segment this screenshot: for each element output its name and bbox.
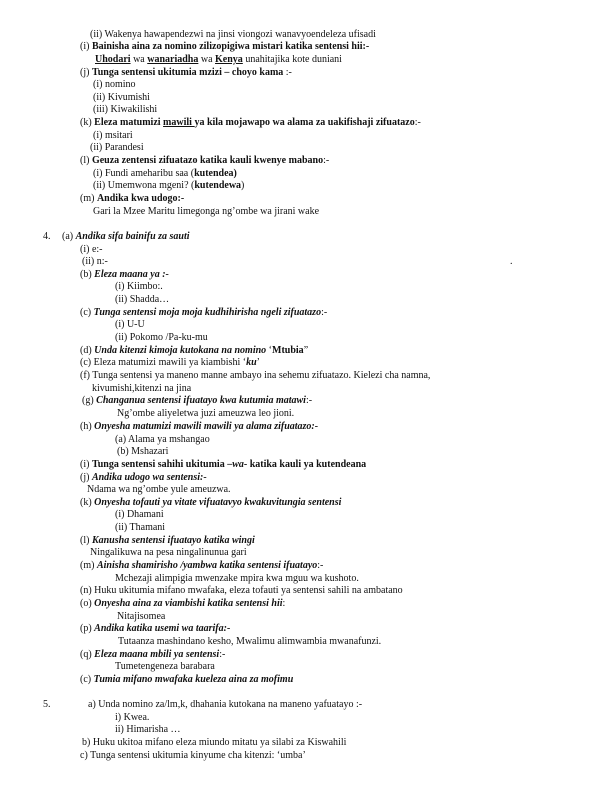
text-segment: Ainisha shamirisho /yambwa katika sentensi ifuatayo bbox=[96, 560, 318, 571]
text-line bbox=[115, 509, 164, 521]
text-segment: (g) bbox=[82, 395, 97, 406]
text-segment: Andika sifa bainifu za sauti bbox=[75, 231, 190, 242]
text-segment: Geuza zentensi zifuatazo katika kauli kwenye mabano bbox=[91, 155, 324, 166]
text-segment: (i) bbox=[80, 459, 92, 470]
text-line bbox=[80, 307, 327, 319]
text-segment: (ii) Shadda… bbox=[115, 294, 170, 305]
text-line bbox=[117, 446, 168, 458]
text-segment: Tutaanza mashindano kesho, Mwalimu alimwambia mwanafunzi. bbox=[118, 636, 382, 647]
text-segment: Nitajisomea bbox=[117, 611, 166, 622]
text-line bbox=[115, 573, 359, 585]
text-line bbox=[82, 256, 108, 268]
text-segment: ‘ bbox=[268, 345, 273, 356]
text-segment: Ndama wa ng’ombe yule ameuzwa. bbox=[87, 484, 231, 495]
text-segment: - katika kauli ya kutendeana bbox=[243, 459, 367, 470]
text-line bbox=[92, 383, 191, 395]
text-line bbox=[80, 117, 421, 129]
text-segment: Unda kitenzi kimoja kutokana na nomino bbox=[94, 345, 269, 356]
text-segment: kutendea) bbox=[194, 168, 237, 179]
text-segment: Eleza maana mbili ya sentensi bbox=[94, 649, 220, 660]
text-segment: b) Huku ukitoa mifano eleza miundo mitatu ya silabi za Kiswahili bbox=[82, 737, 347, 748]
text-line bbox=[115, 724, 181, 736]
text-segment: (a) Alama ya mshangao bbox=[115, 434, 210, 445]
text-segment: Ningalikuwa na pesa ningalinunua gari bbox=[90, 547, 247, 558]
text-segment: Kanusha sentensi ifuatayo katika wingi bbox=[91, 535, 255, 546]
text-segment: (n) Huku ukitumia mifano mwafaka, eleza tofauti ya sentensi sahili na ambatano bbox=[80, 585, 403, 596]
text-segment: Onyesha tofauti ya vitate vifuatavyo kwakuvitungia sentensi bbox=[94, 497, 342, 508]
text-segment: i) Kwea. bbox=[115, 712, 150, 723]
text-segment: kutendewa bbox=[194, 180, 242, 191]
text-line bbox=[80, 421, 318, 433]
text-line bbox=[80, 472, 207, 484]
text-segment: (ii) Wakenya hawapendezwi na jinsi viongozi wanavyoendeleza ufisadi bbox=[90, 29, 376, 40]
text-line bbox=[82, 737, 346, 749]
text-segment: (i) bbox=[80, 41, 92, 52]
text-line bbox=[80, 623, 230, 635]
text-segment: ya kila mojawapo wa alama za uakifishaji zifuatazo bbox=[194, 117, 415, 128]
text-segment: (ii) Pokomo /Pa-ku-mu bbox=[115, 332, 208, 343]
text-segment: (f) Tunga sentensi ya maneno manne ambayo ina sehemu zifuatazo. Kielezi cha namna, bbox=[80, 370, 431, 381]
text-line bbox=[80, 585, 403, 597]
text-segment: (b) Mshazari bbox=[117, 446, 169, 457]
text-line bbox=[117, 408, 294, 420]
text-segment: (q) bbox=[80, 649, 95, 660]
text-segment: unahitajika kote duniani bbox=[242, 54, 342, 65]
text-segment: (i) Kiimbo:. bbox=[115, 281, 163, 292]
text-segment: wa bbox=[232, 459, 244, 470]
text-segment: mawili bbox=[163, 117, 195, 128]
text-line bbox=[80, 649, 225, 661]
text-line bbox=[82, 395, 312, 407]
text-segment: a) Unda nomino za/lm,k, dhahania kutokana na maneno yafuatayo :- bbox=[88, 699, 363, 710]
text-segment: Andika katika usemi wa taarifa:- bbox=[94, 623, 231, 634]
text-line bbox=[115, 332, 208, 344]
text-line bbox=[80, 269, 169, 281]
text-line bbox=[80, 155, 329, 167]
text-segment: :- bbox=[305, 395, 313, 406]
text-line bbox=[115, 294, 169, 306]
text-line bbox=[80, 41, 369, 53]
text-line bbox=[80, 598, 285, 610]
text-line bbox=[93, 104, 157, 116]
text-segment: (p) bbox=[80, 623, 95, 634]
text-line bbox=[90, 547, 247, 559]
text-segment: Tunga sentensi ukitumia mzizi – choyo kama bbox=[91, 67, 286, 78]
text-line bbox=[80, 560, 323, 572]
text-line bbox=[95, 54, 342, 66]
text-segment: :- bbox=[219, 649, 226, 660]
text-segment: Andika udogo wa sentensi:- bbox=[91, 472, 207, 483]
text-line bbox=[115, 319, 145, 331]
text-line bbox=[88, 699, 362, 711]
text-segment: wa bbox=[198, 54, 216, 65]
text-segment: (i) U-U bbox=[115, 319, 145, 330]
text-segment: Tunga sentensi moja moja kudhihirisha ngeli zifuatazo bbox=[93, 307, 322, 318]
text-segment: Eleza matumizi bbox=[94, 117, 164, 128]
text-line bbox=[80, 345, 308, 357]
text-segment: (i) nomino bbox=[93, 79, 136, 90]
text-segment: (b) bbox=[80, 269, 95, 280]
text-segment: Mchezaji alimpigia mwenzake mpira kwa mguu wa kushoto. bbox=[115, 573, 359, 584]
text-segment: (m) bbox=[80, 193, 97, 204]
text-line bbox=[80, 357, 260, 369]
text-segment: :- bbox=[323, 155, 330, 166]
text-segment: wa bbox=[130, 54, 148, 65]
text-segment: (ii) Kivumishi bbox=[93, 92, 150, 103]
text-segment: Ng’ombe aliyeletwa juzi ameuzwa leo jioni. bbox=[117, 408, 295, 419]
text-segment: (ii) n:- bbox=[82, 256, 108, 267]
text-segment: : bbox=[282, 598, 286, 609]
text-line bbox=[115, 522, 165, 534]
text-line bbox=[80, 497, 341, 509]
text-segment: (o) bbox=[80, 598, 95, 609]
text-segment: (h) bbox=[80, 421, 95, 432]
text-segment: ii) Himarisha … bbox=[115, 724, 181, 735]
text-line bbox=[115, 434, 210, 446]
text-line bbox=[115, 281, 163, 293]
text-line bbox=[62, 231, 190, 243]
text-segment: (d) bbox=[80, 345, 95, 356]
text-segment: ’ bbox=[256, 357, 260, 368]
text-segment: (a) bbox=[62, 231, 76, 242]
text-segment: kivumishi,kitenzi na jina bbox=[92, 383, 192, 394]
text-line bbox=[115, 712, 149, 724]
text-line bbox=[115, 661, 215, 673]
text-line bbox=[90, 142, 144, 154]
text-segment: wanariadha bbox=[147, 54, 199, 65]
text-segment: (c) bbox=[80, 307, 94, 318]
text-segment: (ii) Parandesi bbox=[90, 142, 144, 153]
text-line bbox=[93, 79, 136, 91]
text-segment: Changanua sentensi ifuatayo kwa kutumia matawi bbox=[96, 395, 306, 406]
text-segment: (i) Fundi ameharibu saa ( bbox=[93, 168, 195, 179]
text-segment: :- bbox=[414, 117, 421, 128]
text-segment: Tumetengeneza barabara bbox=[115, 661, 215, 672]
text-line bbox=[80, 67, 292, 79]
text-line bbox=[117, 611, 165, 623]
text-segment: Uhodari bbox=[95, 54, 131, 65]
text-line bbox=[93, 168, 237, 180]
text-segment: (m) bbox=[80, 560, 97, 571]
text-line bbox=[93, 130, 133, 142]
text-line bbox=[80, 193, 184, 205]
text-line bbox=[80, 535, 255, 547]
question-number-5: 5. bbox=[43, 699, 51, 710]
text-line bbox=[118, 636, 381, 648]
text-segment: :- bbox=[321, 307, 328, 318]
text-segment: Bainisha aina za nomino zilizopigiwa mistari katika sentensi hii:- bbox=[91, 41, 370, 52]
text-segment: (c) bbox=[80, 674, 94, 685]
text-line bbox=[80, 370, 430, 382]
text-segment: Kenya bbox=[215, 54, 243, 65]
text-segment: (j) bbox=[80, 472, 92, 483]
text-segment: Mtubia bbox=[272, 345, 304, 356]
text-segment: (k) bbox=[80, 497, 95, 508]
text-line bbox=[90, 29, 376, 41]
text-line bbox=[80, 750, 306, 762]
text-segment: Tunga sentensi sahihi ukitumia – bbox=[91, 459, 233, 470]
text-line bbox=[80, 244, 103, 256]
text-line bbox=[80, 459, 366, 471]
text-segment: ) bbox=[241, 180, 245, 191]
text-segment: (ii) Umemwona mgeni? ( bbox=[93, 180, 195, 191]
text-line bbox=[87, 484, 231, 496]
text-segment: (j) bbox=[80, 67, 92, 78]
text-segment: Onyesha aina za viambishi katika sentensi hii bbox=[94, 598, 283, 609]
text-line bbox=[93, 206, 319, 218]
text-segment: :- bbox=[285, 67, 292, 78]
text-segment: :- bbox=[317, 560, 324, 571]
text-segment: (l) bbox=[80, 535, 92, 546]
text-segment: ku bbox=[246, 357, 257, 368]
text-segment: (i) msitari bbox=[93, 130, 133, 141]
text-segment: ” bbox=[303, 345, 309, 356]
text-segment: (k) bbox=[80, 117, 95, 128]
stray-mark: . bbox=[510, 256, 513, 267]
text-segment: Gari la Mzee Maritu limegonga ng’ombe wa jirani wake bbox=[93, 206, 320, 217]
question-number-4: 4. bbox=[43, 231, 51, 242]
text-segment: Tumia mifano mwafaka kueleza aina za mofimu bbox=[93, 674, 294, 685]
text-line bbox=[93, 92, 150, 104]
text-segment: (ii) Thamani bbox=[115, 522, 166, 533]
text-segment: (iii) Kiwakilishi bbox=[93, 104, 158, 115]
text-segment: c) Tunga sentensi ukitumia kinyume cha kitenzi: ‘umba’ bbox=[80, 750, 306, 761]
text-segment: Onyesha matumizi mawili mawili ya alama zifuatazo:- bbox=[94, 421, 319, 432]
text-line bbox=[80, 674, 293, 686]
text-segment: Eleza maana ya :- bbox=[94, 269, 169, 280]
text-segment: Andika kwa udogo:- bbox=[96, 193, 185, 204]
text-segment: (l) bbox=[80, 155, 92, 166]
text-line bbox=[93, 180, 244, 192]
text-segment: (c) Eleza matumizi mawili ya kiambishi ‘ bbox=[80, 357, 247, 368]
text-segment: (i) Dhamani bbox=[115, 509, 164, 520]
text-segment: (i) e:- bbox=[80, 244, 103, 255]
